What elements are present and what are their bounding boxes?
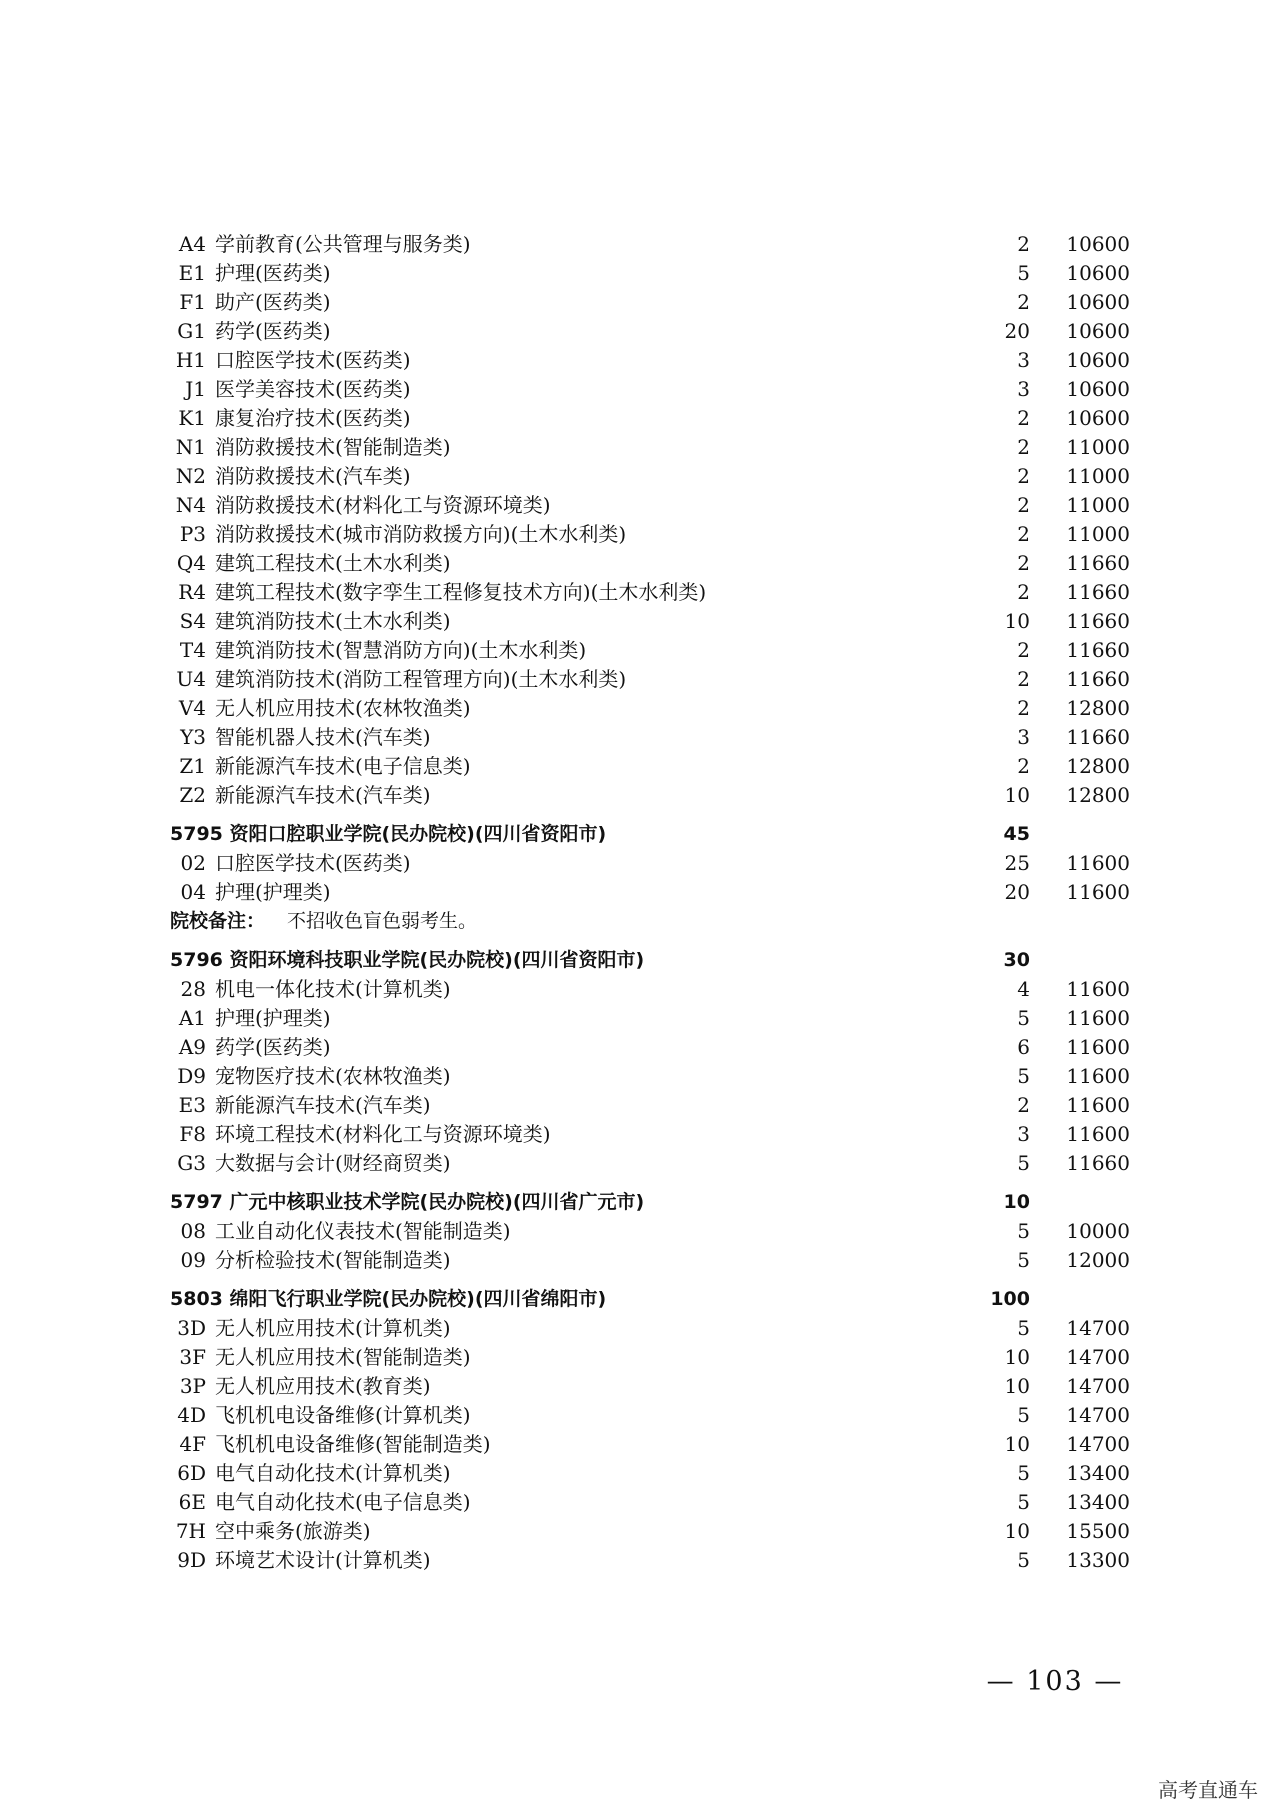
major-fee: 11600 <box>1066 1093 1130 1117</box>
major-row <box>0 1517 1280 1546</box>
major-fee: 11000 <box>1066 464 1130 488</box>
major-code: 02 <box>180 851 206 875</box>
major-name: 无人机应用技术(智能制造类) <box>215 1345 471 1369</box>
major-name: 机电一体化技术(计算机类) <box>215 977 451 1001</box>
major-fee: 10600 <box>1066 232 1130 256</box>
major-fee: 12000 <box>1066 1248 1130 1272</box>
major-row <box>0 578 1280 607</box>
school-name: 5797 广元中核职业技术学院(民办院校)(四川省广元市) <box>170 1191 645 1213</box>
major-row <box>0 462 1280 491</box>
major-name: 工业自动化仪表技术(智能制造类) <box>215 1219 511 1243</box>
major-row <box>0 1091 1280 1120</box>
major-quota: 2 <box>1017 580 1030 604</box>
major-row <box>0 491 1280 520</box>
major-name: 新能源汽车技术(汽车类) <box>215 783 431 807</box>
major-code: Z2 <box>179 783 206 807</box>
school-note-row <box>0 907 1280 936</box>
school-quota: 10 <box>1003 1191 1030 1213</box>
major-quota: 2 <box>1017 464 1030 488</box>
major-quota: 5 <box>1017 1006 1030 1030</box>
major-quota: 20 <box>1004 319 1030 343</box>
major-row <box>0 781 1280 810</box>
major-row <box>0 607 1280 636</box>
major-fee: 11660 <box>1066 725 1130 749</box>
major-name: 空中乘务(旅游类) <box>215 1519 371 1543</box>
major-row <box>0 346 1280 375</box>
major-fee: 10600 <box>1066 348 1130 372</box>
major-row <box>0 1314 1280 1343</box>
major-name: 建筑消防技术(消防工程管理方向)(土木水利类) <box>215 667 627 691</box>
major-fee: 11660 <box>1066 667 1130 691</box>
major-name: 电气自动化技术(电子信息类) <box>215 1490 471 1514</box>
major-fee: 11660 <box>1066 551 1130 575</box>
major-row <box>0 1062 1280 1091</box>
major-row <box>0 1343 1280 1372</box>
major-quota: 25 <box>1004 851 1030 875</box>
major-quota: 2 <box>1017 551 1030 575</box>
major-code: 08 <box>180 1219 206 1243</box>
admission-plan-table <box>0 230 1280 1575</box>
school-quota: 30 <box>1003 949 1030 971</box>
note-label: 院校备注： <box>170 910 266 932</box>
major-name: 消防救援技术(智能制造类) <box>215 435 451 459</box>
major-code: 3D <box>177 1316 206 1340</box>
major-name: 康复治疗技术(医药类) <box>215 406 411 430</box>
major-fee: 11600 <box>1066 851 1130 875</box>
major-row <box>0 1459 1280 1488</box>
major-name: 飞机机电设备维修(计算机类) <box>215 1403 471 1427</box>
note-text: 不招收色盲色弱考生。 <box>287 910 478 932</box>
school-header-row <box>0 1285 1280 1314</box>
major-name: 无人机应用技术(农林牧渔类) <box>215 696 471 720</box>
major-fee: 11000 <box>1066 435 1130 459</box>
major-fee: 10600 <box>1066 261 1130 285</box>
major-code: V4 <box>178 696 206 720</box>
major-code: D9 <box>177 1064 206 1088</box>
major-quota: 5 <box>1017 1490 1030 1514</box>
major-name: 口腔医学技术(医药类) <box>215 348 411 372</box>
major-code: Z1 <box>179 754 206 778</box>
major-fee: 15500 <box>1066 1519 1130 1543</box>
major-fee: 11600 <box>1066 1122 1130 1146</box>
major-name: 建筑工程技术(土木水利类) <box>215 551 451 575</box>
major-name: 护理(护理类) <box>215 1006 331 1030</box>
major-quota: 10 <box>1004 1432 1030 1456</box>
major-row <box>0 1004 1280 1033</box>
school-header-row <box>0 820 1280 849</box>
school-name: 5796 资阳环境科技职业学院(民办院校)(四川省资阳市) <box>170 949 645 971</box>
major-row <box>0 288 1280 317</box>
major-quota: 6 <box>1017 1035 1030 1059</box>
major-fee: 10600 <box>1066 290 1130 314</box>
major-fee: 13400 <box>1066 1490 1130 1514</box>
major-name: 学前教育(公共管理与服务类) <box>215 232 471 256</box>
major-row <box>0 636 1280 665</box>
major-row <box>0 1401 1280 1430</box>
major-fee: 14700 <box>1066 1374 1130 1398</box>
major-quota: 10 <box>1004 1519 1030 1543</box>
major-fee: 10000 <box>1066 1219 1130 1243</box>
major-name: 护理(医药类) <box>215 261 331 285</box>
major-row <box>0 375 1280 404</box>
major-fee: 11600 <box>1066 977 1130 1001</box>
major-quota: 5 <box>1017 261 1030 285</box>
major-fee: 11600 <box>1066 1064 1130 1088</box>
major-quota: 3 <box>1017 348 1030 372</box>
major-fee: 14700 <box>1066 1432 1130 1456</box>
major-fee: 10600 <box>1066 319 1130 343</box>
major-fee: 11000 <box>1066 522 1130 546</box>
major-quota: 5 <box>1017 1064 1030 1088</box>
major-row <box>0 694 1280 723</box>
major-name: 建筑工程技术(数字孪生工程修复技术方向)(土木水利类) <box>215 580 707 604</box>
major-row <box>0 665 1280 694</box>
major-quota: 5 <box>1017 1219 1030 1243</box>
major-row <box>0 1149 1280 1178</box>
major-fee: 13400 <box>1066 1461 1130 1485</box>
major-name: 医学美容技术(医药类) <box>215 377 411 401</box>
major-row <box>0 549 1280 578</box>
major-name: 智能机器人技术(汽车类) <box>215 725 431 749</box>
major-name: 建筑消防技术(智慧消防方向)(土木水利类) <box>215 638 587 662</box>
major-code: 4D <box>177 1403 206 1427</box>
major-quota: 2 <box>1017 493 1030 517</box>
major-code: R4 <box>178 580 206 604</box>
major-quota: 3 <box>1017 1122 1030 1146</box>
major-code: G3 <box>177 1151 206 1175</box>
major-fee: 11600 <box>1066 1035 1130 1059</box>
major-quota: 10 <box>1004 1374 1030 1398</box>
major-row <box>0 1217 1280 1246</box>
major-code: A9 <box>178 1035 206 1059</box>
major-fee: 11600 <box>1066 1006 1130 1030</box>
major-fee: 10600 <box>1066 406 1130 430</box>
major-quota: 2 <box>1017 638 1030 662</box>
major-quota: 5 <box>1017 1151 1030 1175</box>
major-name: 分析检验技术(智能制造类) <box>215 1248 451 1272</box>
school-quota: 100 <box>990 1288 1030 1310</box>
major-fee: 11660 <box>1066 609 1130 633</box>
major-row <box>0 752 1280 781</box>
major-quota: 10 <box>1004 1345 1030 1369</box>
major-name: 消防救援技术(材料化工与资源环境类) <box>215 493 551 517</box>
major-fee: 14700 <box>1066 1316 1130 1340</box>
major-row <box>0 1430 1280 1459</box>
major-name: 环境工程技术(材料化工与资源环境类) <box>215 1122 551 1146</box>
school-name: 5795 资阳口腔职业学院(民办院校)(四川省资阳市) <box>170 823 607 845</box>
major-fee: 11660 <box>1066 1151 1130 1175</box>
major-code: U4 <box>176 667 206 691</box>
major-code: A1 <box>178 1006 206 1030</box>
major-quota: 5 <box>1017 1316 1030 1340</box>
major-fee: 14700 <box>1066 1403 1130 1427</box>
major-name: 宠物医疗技术(农林牧渔类) <box>215 1064 451 1088</box>
major-quota: 2 <box>1017 667 1030 691</box>
major-code: 3P <box>179 1374 206 1398</box>
major-name: 飞机机电设备维修(智能制造类) <box>215 1432 491 1456</box>
major-fee: 10600 <box>1066 377 1130 401</box>
major-quota: 2 <box>1017 290 1030 314</box>
major-row <box>0 849 1280 878</box>
major-code: T4 <box>179 638 206 662</box>
major-code: 6D <box>177 1461 206 1485</box>
major-fee: 11660 <box>1066 580 1130 604</box>
major-quota: 5 <box>1017 1248 1030 1272</box>
major-quota: 10 <box>1004 609 1030 633</box>
major-code: 4F <box>179 1432 206 1456</box>
major-row <box>0 1120 1280 1149</box>
major-code: 09 <box>180 1248 206 1272</box>
major-code: 04 <box>180 880 206 904</box>
school-name: 5803 绵阳飞行职业学院(民办院校)(四川省绵阳市) <box>170 1288 607 1310</box>
major-name: 新能源汽车技术(电子信息类) <box>215 754 471 778</box>
major-name: 药学(医药类) <box>215 1035 331 1059</box>
major-quota: 5 <box>1017 1403 1030 1427</box>
watermark-text: 高考直通车 <box>1158 1778 1258 1802</box>
major-row <box>0 878 1280 907</box>
major-row <box>0 1246 1280 1275</box>
major-row <box>0 433 1280 462</box>
major-quota: 2 <box>1017 1093 1030 1117</box>
major-name: 无人机应用技术(计算机类) <box>215 1316 451 1340</box>
major-name: 助产(医药类) <box>215 290 331 314</box>
major-code: F8 <box>179 1122 206 1146</box>
major-fee: 11600 <box>1066 880 1130 904</box>
major-quota: 2 <box>1017 435 1030 459</box>
major-quota: 2 <box>1017 406 1030 430</box>
major-code: P3 <box>179 522 206 546</box>
major-code: N4 <box>175 493 206 517</box>
page-number: — 103 — <box>986 1666 1124 1697</box>
major-name: 无人机应用技术(教育类) <box>215 1374 431 1398</box>
major-code: N1 <box>175 435 206 459</box>
major-name: 消防救援技术(汽车类) <box>215 464 411 488</box>
major-name: 护理(护理类) <box>215 880 331 904</box>
major-name: 口腔医学技术(医药类) <box>215 851 411 875</box>
major-row <box>0 1546 1280 1575</box>
major-code: Q4 <box>176 551 206 575</box>
school-header-row <box>0 946 1280 975</box>
major-name: 药学(医药类) <box>215 319 331 343</box>
major-quota: 2 <box>1017 696 1030 720</box>
major-code: G1 <box>177 319 206 343</box>
major-code: 6E <box>178 1490 206 1514</box>
major-row <box>0 1033 1280 1062</box>
school-header-row <box>0 1188 1280 1217</box>
major-quota: 5 <box>1017 1548 1030 1572</box>
major-row <box>0 317 1280 346</box>
major-fee: 11000 <box>1066 493 1130 517</box>
major-quota: 2 <box>1017 522 1030 546</box>
major-code: J1 <box>185 377 206 401</box>
major-row <box>0 1488 1280 1517</box>
major-quota: 5 <box>1017 1461 1030 1485</box>
major-name: 新能源汽车技术(汽车类) <box>215 1093 431 1117</box>
major-quota: 3 <box>1017 725 1030 749</box>
major-fee: 11660 <box>1066 638 1130 662</box>
major-code: 3F <box>179 1345 206 1369</box>
major-code: S4 <box>179 609 206 633</box>
major-fee: 12800 <box>1066 754 1130 778</box>
major-code: 7H <box>175 1519 206 1543</box>
major-row <box>0 975 1280 1004</box>
major-name: 环境艺术设计(计算机类) <box>215 1548 431 1572</box>
major-code: K1 <box>178 406 206 430</box>
major-row <box>0 230 1280 259</box>
major-name: 大数据与会计(财经商贸类) <box>215 1151 451 1175</box>
major-fee: 12800 <box>1066 783 1130 807</box>
major-name: 建筑消防技术(土木水利类) <box>215 609 451 633</box>
major-quota: 3 <box>1017 377 1030 401</box>
major-code: Y3 <box>180 725 206 749</box>
major-row <box>0 404 1280 433</box>
major-quota: 4 <box>1017 977 1030 1001</box>
major-code: H1 <box>175 348 206 372</box>
major-row <box>0 723 1280 752</box>
major-code: A4 <box>178 232 206 256</box>
major-quota: 2 <box>1017 754 1030 778</box>
major-row <box>0 520 1280 549</box>
major-code: N2 <box>175 464 206 488</box>
major-code: E3 <box>178 1093 206 1117</box>
major-quota: 20 <box>1004 880 1030 904</box>
major-code: 9D <box>177 1548 206 1572</box>
major-code: F1 <box>179 290 206 314</box>
major-fee: 14700 <box>1066 1345 1130 1369</box>
major-fee: 13300 <box>1066 1548 1130 1572</box>
major-row <box>0 1372 1280 1401</box>
major-quota: 2 <box>1017 232 1030 256</box>
major-row <box>0 259 1280 288</box>
school-quota: 45 <box>1003 823 1030 845</box>
major-name: 消防救援技术(城市消防救援方向)(土木水利类) <box>215 522 627 546</box>
major-quota: 10 <box>1004 783 1030 807</box>
major-code: E1 <box>178 261 206 285</box>
major-name: 电气自动化技术(计算机类) <box>215 1461 451 1485</box>
major-code: 28 <box>180 977 206 1001</box>
major-fee: 12800 <box>1066 696 1130 720</box>
